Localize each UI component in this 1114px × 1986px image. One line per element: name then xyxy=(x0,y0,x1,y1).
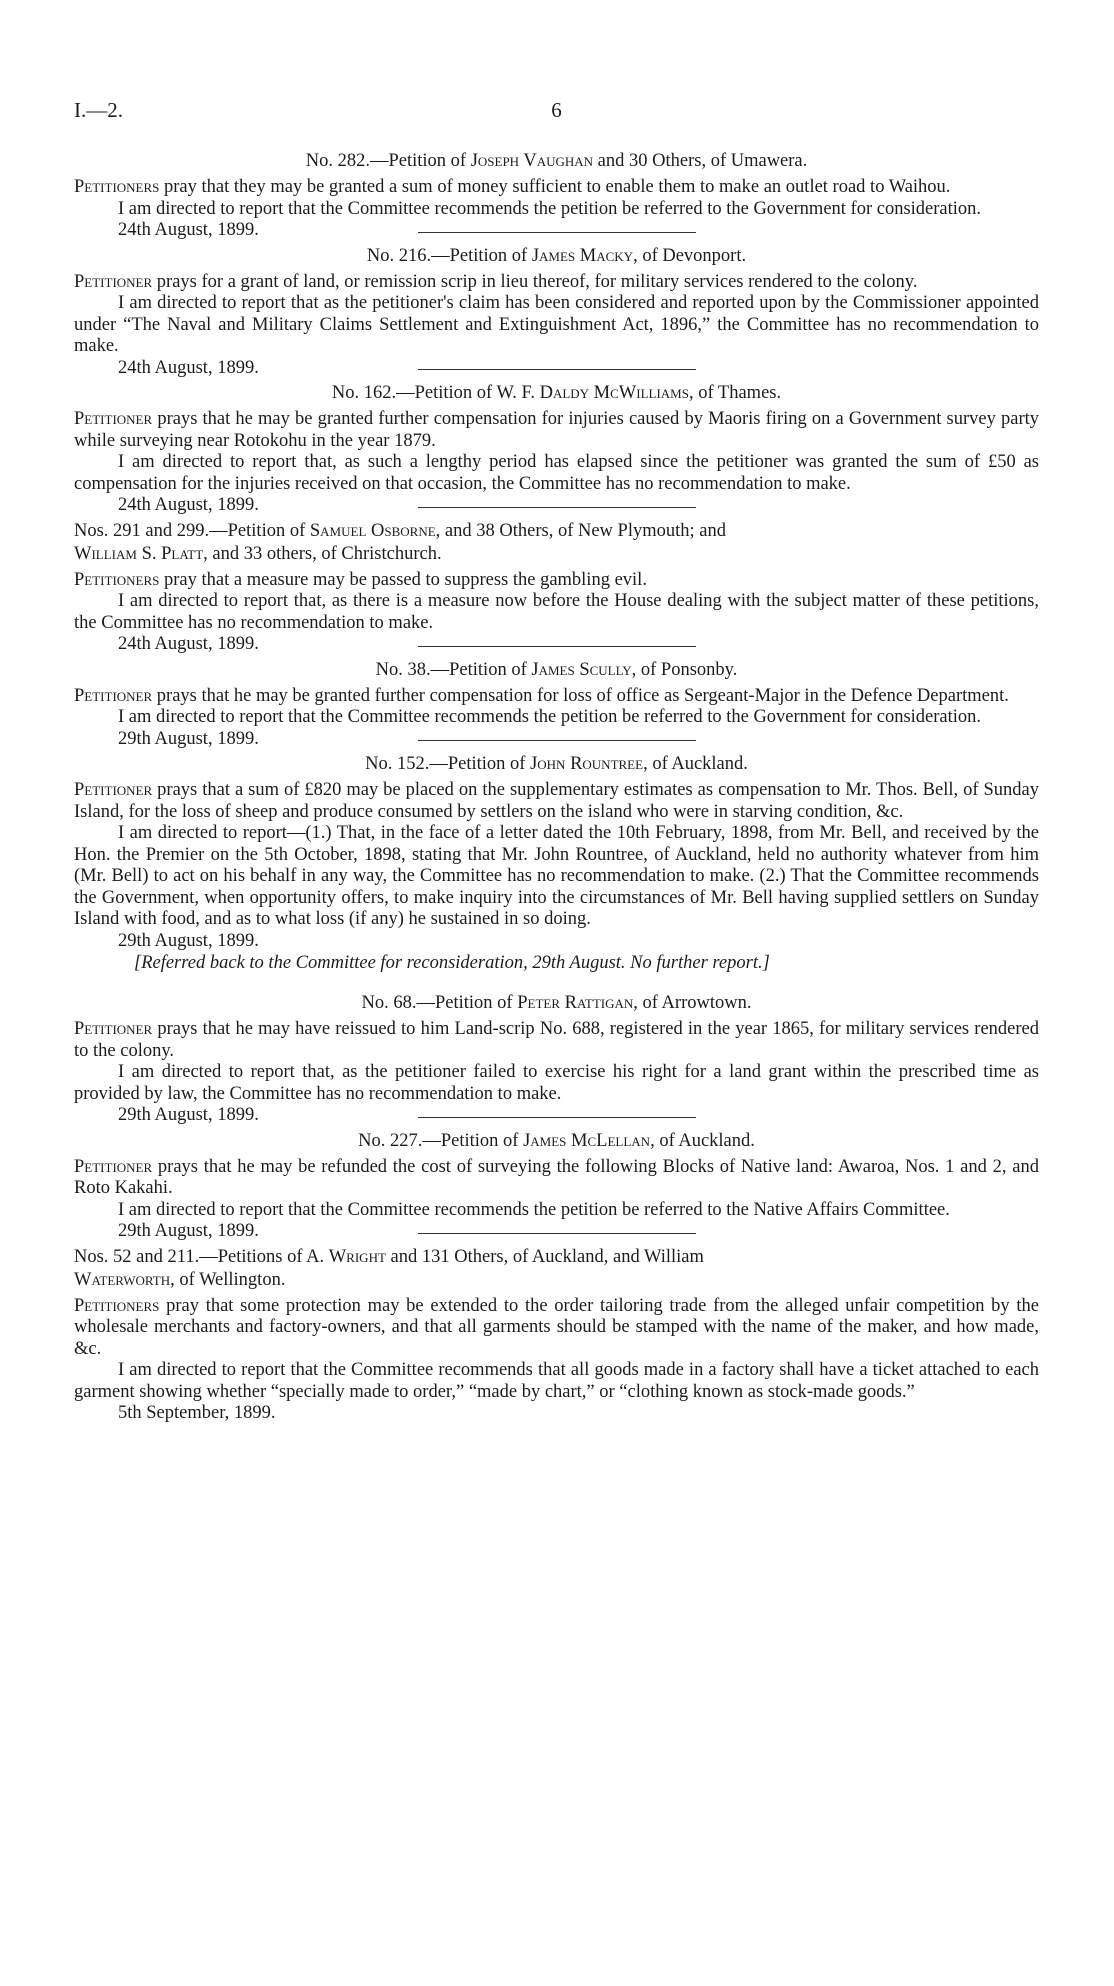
petition-entry xyxy=(74,753,1039,974)
petition-entry xyxy=(74,1246,1039,1425)
committee-report: I am directed to report that the Committee recommends the petition be referred to the Native Affairs Committee. xyxy=(118,1199,950,1220)
petition-prayer: Petitioner prays that he may be refunded the cost of surveying the following Blocks of Native land: Awaroa, Nos. 1 and 2, and Roto Kakahi. xyxy=(74,1156,1039,1198)
section-divider xyxy=(418,1233,696,1234)
section-gap xyxy=(74,974,1039,992)
report-date: 29th August, 1899. xyxy=(118,1221,259,1241)
report-date: 24th August, 1899. xyxy=(118,220,259,240)
petition-entry xyxy=(74,1130,1039,1243)
paper-reference: I.—2. xyxy=(74,98,123,122)
section-divider xyxy=(418,646,696,647)
petition-entry xyxy=(74,520,1039,656)
committee-report: I am directed to report that, as there is a measure now before the House dealing with the subject matter of these petitions, the Committee has no recommendation to make. xyxy=(74,591,1039,633)
report-date: 24th August, 1899. xyxy=(118,634,259,654)
petition-entry xyxy=(74,659,1039,751)
page-header xyxy=(74,98,1039,128)
section-divider xyxy=(418,232,696,233)
petition-prayer: Petitioner prays that he may be granted further compensation for injuries caused by Maoris firing on a Government survey party while surveying near Rotokohu in the year 1879. xyxy=(74,409,1039,451)
committee-report: I am directed to report that the Committee recommends the petition be referred to the Government for consideration. xyxy=(118,198,982,219)
petition-title: No. 38.—Petition of James Scully, of Ponsonby. xyxy=(375,659,738,680)
petition-prayer: Petitioner prays that a sum of £820 may be placed on the supplementary estimates as compensation to Mr. Thos. Bell, of Sunday Island, for the loss of sheep and produce consumed by settlers on the island who were in starving condition, &c. xyxy=(74,780,1039,822)
section-divider xyxy=(418,507,696,508)
section-divider xyxy=(418,369,696,370)
petition-prayer: Petitioner prays that he may be granted further compensation for loss of office as Sergeant-Major in the Defence Department. xyxy=(74,685,1009,706)
report-date: 24th August, 1899. xyxy=(118,495,259,515)
page-number: 6 xyxy=(551,98,562,122)
committee-report: I am directed to report that, as the petitioner failed to exercise his right for a land grant within the prescribed time as provided by law, the Committee has no recommendation to make. xyxy=(74,1062,1039,1104)
section-divider xyxy=(418,740,696,741)
report-date: 29th August, 1899. xyxy=(118,728,259,749)
petitions-list xyxy=(74,150,1039,1425)
petition-title: No. 162.—Petition of W. F. Daldy McWilliams, of Thames. xyxy=(331,383,782,403)
petition-prayer: Petitioners pray that a measure may be passed to suppress the gambling evil. xyxy=(74,569,647,590)
committee-report: I am directed to report—(1.) That, in the face of a letter dated the 10th February, 1898, from Mr. Bell, and received by the Hon. the Premier on the 5th October, 1898, stating that Mr. John Rountree, of Auckland, held no authority whatever from him (Mr. Bell) to act on his behalf in any way, the Committee has no recommendation to make. (2.) That the Committee recommends the Government, when opportunity offers, to make inquiry into the circumstances of Mr. Bell having supplied settlers on Sunday Island with food, and as to what loss (if any) he sustained in so doing. xyxy=(74,823,1039,929)
petition-prayer: Petitioners pray that some protection may be extended to the order tailoring trade from the alleged unfair competition by the wholesale merchants and factory-owners, and that all garments should be stamped with the name of the maker, and how made, &c. xyxy=(74,1295,1039,1359)
petition-entry xyxy=(74,150,1039,242)
petition-entry xyxy=(74,245,1039,380)
petition-entry xyxy=(74,382,1039,517)
petition-title: Nos. 52 and 211.—Petitions of A. Wright and 131 Others, of Auckland, and William Waterworth, of Wellington. xyxy=(74,1246,704,1290)
petition-title: No. 216.—Petition of James Macky, of Devonport. xyxy=(366,245,747,266)
petition-title: No. 152.—Petition of John Rountree, of Auckland. xyxy=(365,754,748,774)
committee-report: I am directed to report that as the petitioner's claim has been considered and reported upon by the Commissioner appointed under “The Naval and Military Claims Settlement and Extinguishment Act, 1896,” the Committee has no recommendation to make. xyxy=(74,293,1039,356)
committee-report: I am directed to report that the Committee recommends that all goods made in a factory shall have a ticket attached to each garment showing whether “specially made to order,” “made by chart,” or “clothing known as stock-made goods.” xyxy=(74,1360,1039,1402)
petition-prayer: Petitioners pray that they may be granted a sum of money sufficient to enable them to make an outlet road to Waihou. xyxy=(74,177,951,197)
committee-report: I am directed to report that the Committee recommends the petition be referred to the Government for consideration. xyxy=(118,707,982,727)
petition-prayer: Petitioner prays that he may have reissued to him Land-scrip No. 688, registered in the year 1865, for military services rendered to the colony. xyxy=(74,1019,1039,1061)
report-date: 29th August, 1899. xyxy=(118,1105,259,1125)
editorial-note: [Referred back to the Committee for reconsideration, 29th August. No further report.] xyxy=(134,953,770,973)
report-date: 29th August, 1899. xyxy=(118,930,259,951)
petition-title: Nos. 291 and 299.—Petition of Samuel Osborne, and 38 Others, of New Plymouth; and William S. Platt, and 33 others, of Christchurch. xyxy=(74,520,726,564)
section-divider xyxy=(418,1117,696,1118)
petition-entry xyxy=(74,992,1039,1127)
petition-prayer: Petitioner prays for a grant of land, or remission scrip in lieu thereof, for military services rendered to the colony. xyxy=(74,271,918,292)
petition-title: No. 282.—Petition of Joseph Vaughan and 30 Others, of Umawera. xyxy=(305,151,808,171)
report-date: 5th September, 1899. xyxy=(118,1403,276,1423)
petition-title: No. 68.—Petition of Peter Rattigan, of Arrowtown. xyxy=(361,993,752,1013)
report-date: 24th August, 1899. xyxy=(118,357,259,378)
committee-report: I am directed to report that, as such a lengthy period has elapsed since the petitioner was granted the sum of £50 as compensation for the injuries received on that occasion, the Committee has no recommendation to make. xyxy=(74,452,1039,494)
petition-title: No. 227.—Petition of James McLellan, of Auckland. xyxy=(358,1130,755,1151)
